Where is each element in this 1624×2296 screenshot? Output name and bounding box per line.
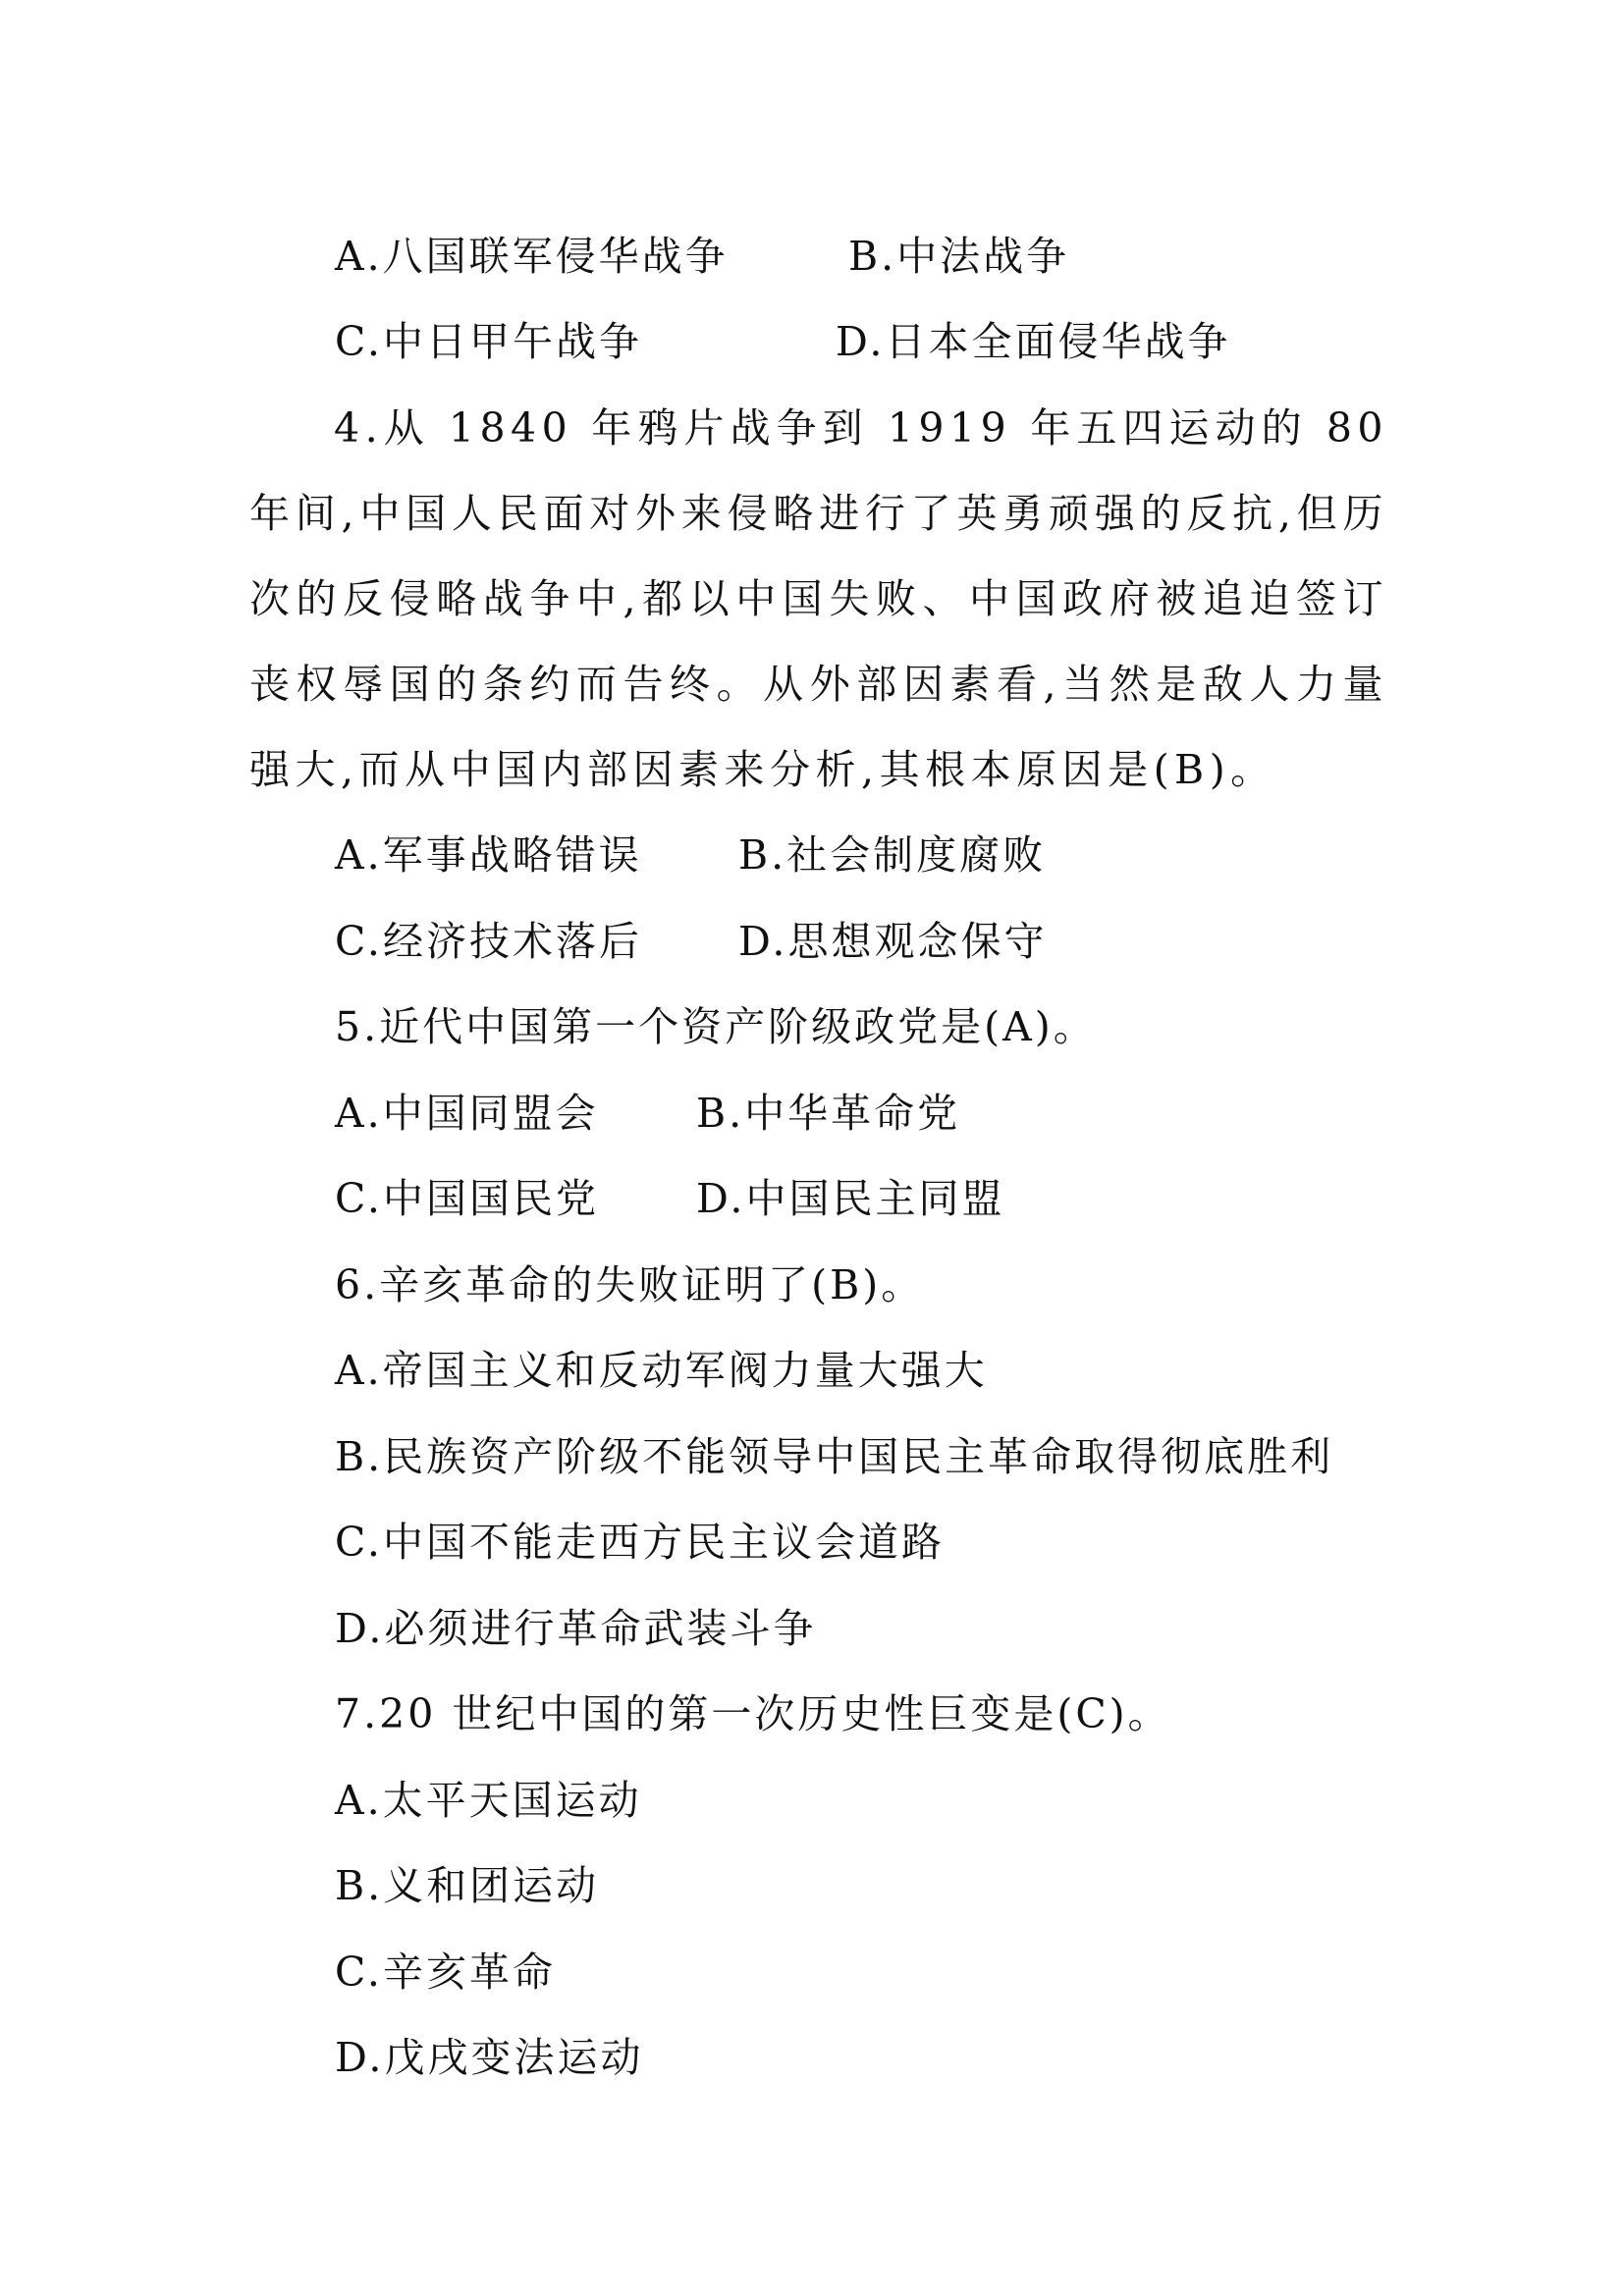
q6-option-c: C.中国不能走西方民主议会道路	[335, 1519, 945, 1566]
q6-option-d: D.必须进行革命武装斗争	[335, 1605, 817, 1652]
q5-option-b: B.中华革命党	[696, 1090, 961, 1137]
q5-question: 5.近代中国第一个资产阶级政党是(A)。	[335, 1003, 1097, 1050]
q3-option-c: C.中日甲午战争	[335, 318, 642, 365]
q7-option-d: D.戊戌变法运动	[335, 2034, 644, 2081]
q7-option-a: A.太平天国运动	[335, 1777, 642, 1824]
q6-question: 6.辛亥革命的失败证明了(B)。	[335, 1261, 925, 1308]
q4-option-a: A.军事战略错误	[335, 831, 642, 879]
q7-option-b: B.义和团运动	[335, 1862, 600, 1909]
q3-option-d: D.日本全面侵华战争	[836, 318, 1231, 365]
q6-option-b: B.民族资产阶级不能领导中国民主革命取得彻底胜利	[335, 1433, 1334, 1480]
q3-option-b: B.中法战争	[848, 233, 1070, 280]
q4-question: 4.从 1840 年鸦片战争到 1919 年五四运动的 80 年间,中国人民面对外来侵略进行了英勇顽强的反抗,但历次的反侵略战争中,都以中国失败、中国政府被追迫签订丧权辱国的条约而告终。从外部因素看,当然是敌人力量强大,而从中国内部因素来分析,其根本原因是(B)。	[249, 404, 1388, 793]
q5-option-d: D.中国民主同盟	[696, 1175, 1005, 1222]
q4-option-b: B.社会制度腐败	[738, 831, 1047, 879]
q4-option-d: D.思想观念保守	[738, 918, 1048, 965]
q6-option-a: A.帝国主义和反动军阀力量大强大	[335, 1347, 988, 1394]
q4-option-c: C.经济技术落后	[335, 918, 642, 965]
q5-option-c: C.中国国民党	[335, 1175, 599, 1222]
q7-option-c: C.辛亥革命	[335, 1949, 556, 1996]
q5-option-a: A.中国同盟会	[335, 1090, 599, 1137]
q3-option-a: A.八国联军侵华战争	[335, 233, 729, 280]
q7-question: 7.20 世纪中国的第一次历史性巨变是(C)。	[335, 1690, 1171, 1737]
